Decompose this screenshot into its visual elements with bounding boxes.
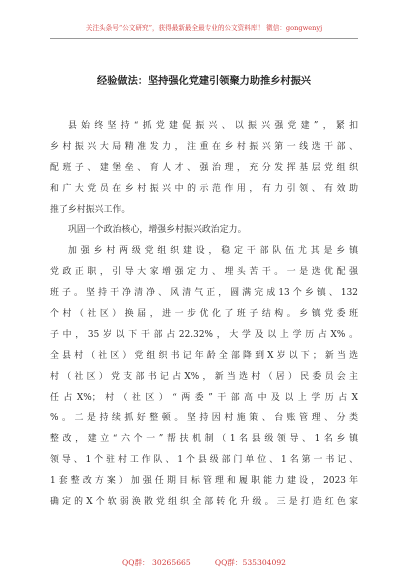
- paragraph-line: 配班子、建堡垒、育人才、强治理，充分发挥基层党组织: [50, 162, 358, 173]
- paragraph-line: 和广大党员在乡村振兴中的示范作用，有力引领、有效助: [50, 183, 358, 194]
- paragraph-line: 子中，35岁以下干部占22.32%，大学及以上学历占X%。: [50, 329, 358, 340]
- paragraph-line: %。二是持续抓好整顿。坚持因村施策、台账管理、分类: [50, 413, 358, 424]
- paragraph-line: 县始终坚持“抓党建促振兴、以振兴强党建”，紧扣: [68, 121, 358, 131]
- section-heading: 巩固一个政治核心，增强乡村振兴政治定力。: [68, 225, 247, 236]
- document-body: [50, 116, 358, 513]
- paragraph-line: 确定的X个软弱涣散党组织全部转化升级。三是打造红色家: [50, 497, 358, 508]
- paragraph-line: 1套整改方案）加强任期目标管理和履职能力建设，2023年: [50, 476, 358, 487]
- paragraph-line: 全县村（社区）党组织书记年龄全部降到X岁以下；新当选: [50, 350, 358, 361]
- promo-banner: 关注头条号“公文研究”，获得最新最全最专业的公文资料库！ 微信：gongwenyj: [85, 24, 323, 32]
- paragraph-line: 个村（社区）换届，进一步优化了班子结构。乡镇党委班: [50, 309, 358, 320]
- paragraph-line: 班子。坚持干净清净、风清气正，圆满完成13个乡镇、132: [50, 288, 358, 299]
- paragraph-line: 加强乡村两级党组织建设，稳定干部队伍尤其是乡镇: [68, 246, 358, 257]
- document-title: 经验做法：坚持强化党建引领聚力助推乡村振兴: [97, 76, 311, 87]
- header-divider: [50, 38, 358, 39]
- paragraph-line: 整改，建立“六个一”帮扶机制（1名县级领导、1名乡镇: [50, 434, 358, 445]
- qq-group-1: QQ群： 30265665: [122, 558, 191, 567]
- paragraph-line: 任占X%；村（社区）“两委”干部高中及以上学历占X: [50, 392, 358, 403]
- paragraph-line: 推了乡村振兴工作。: [50, 204, 131, 215]
- paragraph-line: 党政正职，引导大家增强定力、埋头苦干。一是选优配强: [50, 267, 358, 278]
- paragraph-line: 领导、1个驻村工作队、1个县级部门单位、1名第一书记、: [50, 455, 358, 466]
- footer-contact: [50, 557, 358, 568]
- paragraph-line: 村（社区）党支部书记占X%，新当选村（居）民委员会主: [50, 371, 358, 382]
- paragraph-line: 乡村振兴大局精准发力，注重在乡村振兴第一线选干部、: [50, 141, 358, 152]
- qq-group-2: QQ群：535304092: [214, 558, 286, 567]
